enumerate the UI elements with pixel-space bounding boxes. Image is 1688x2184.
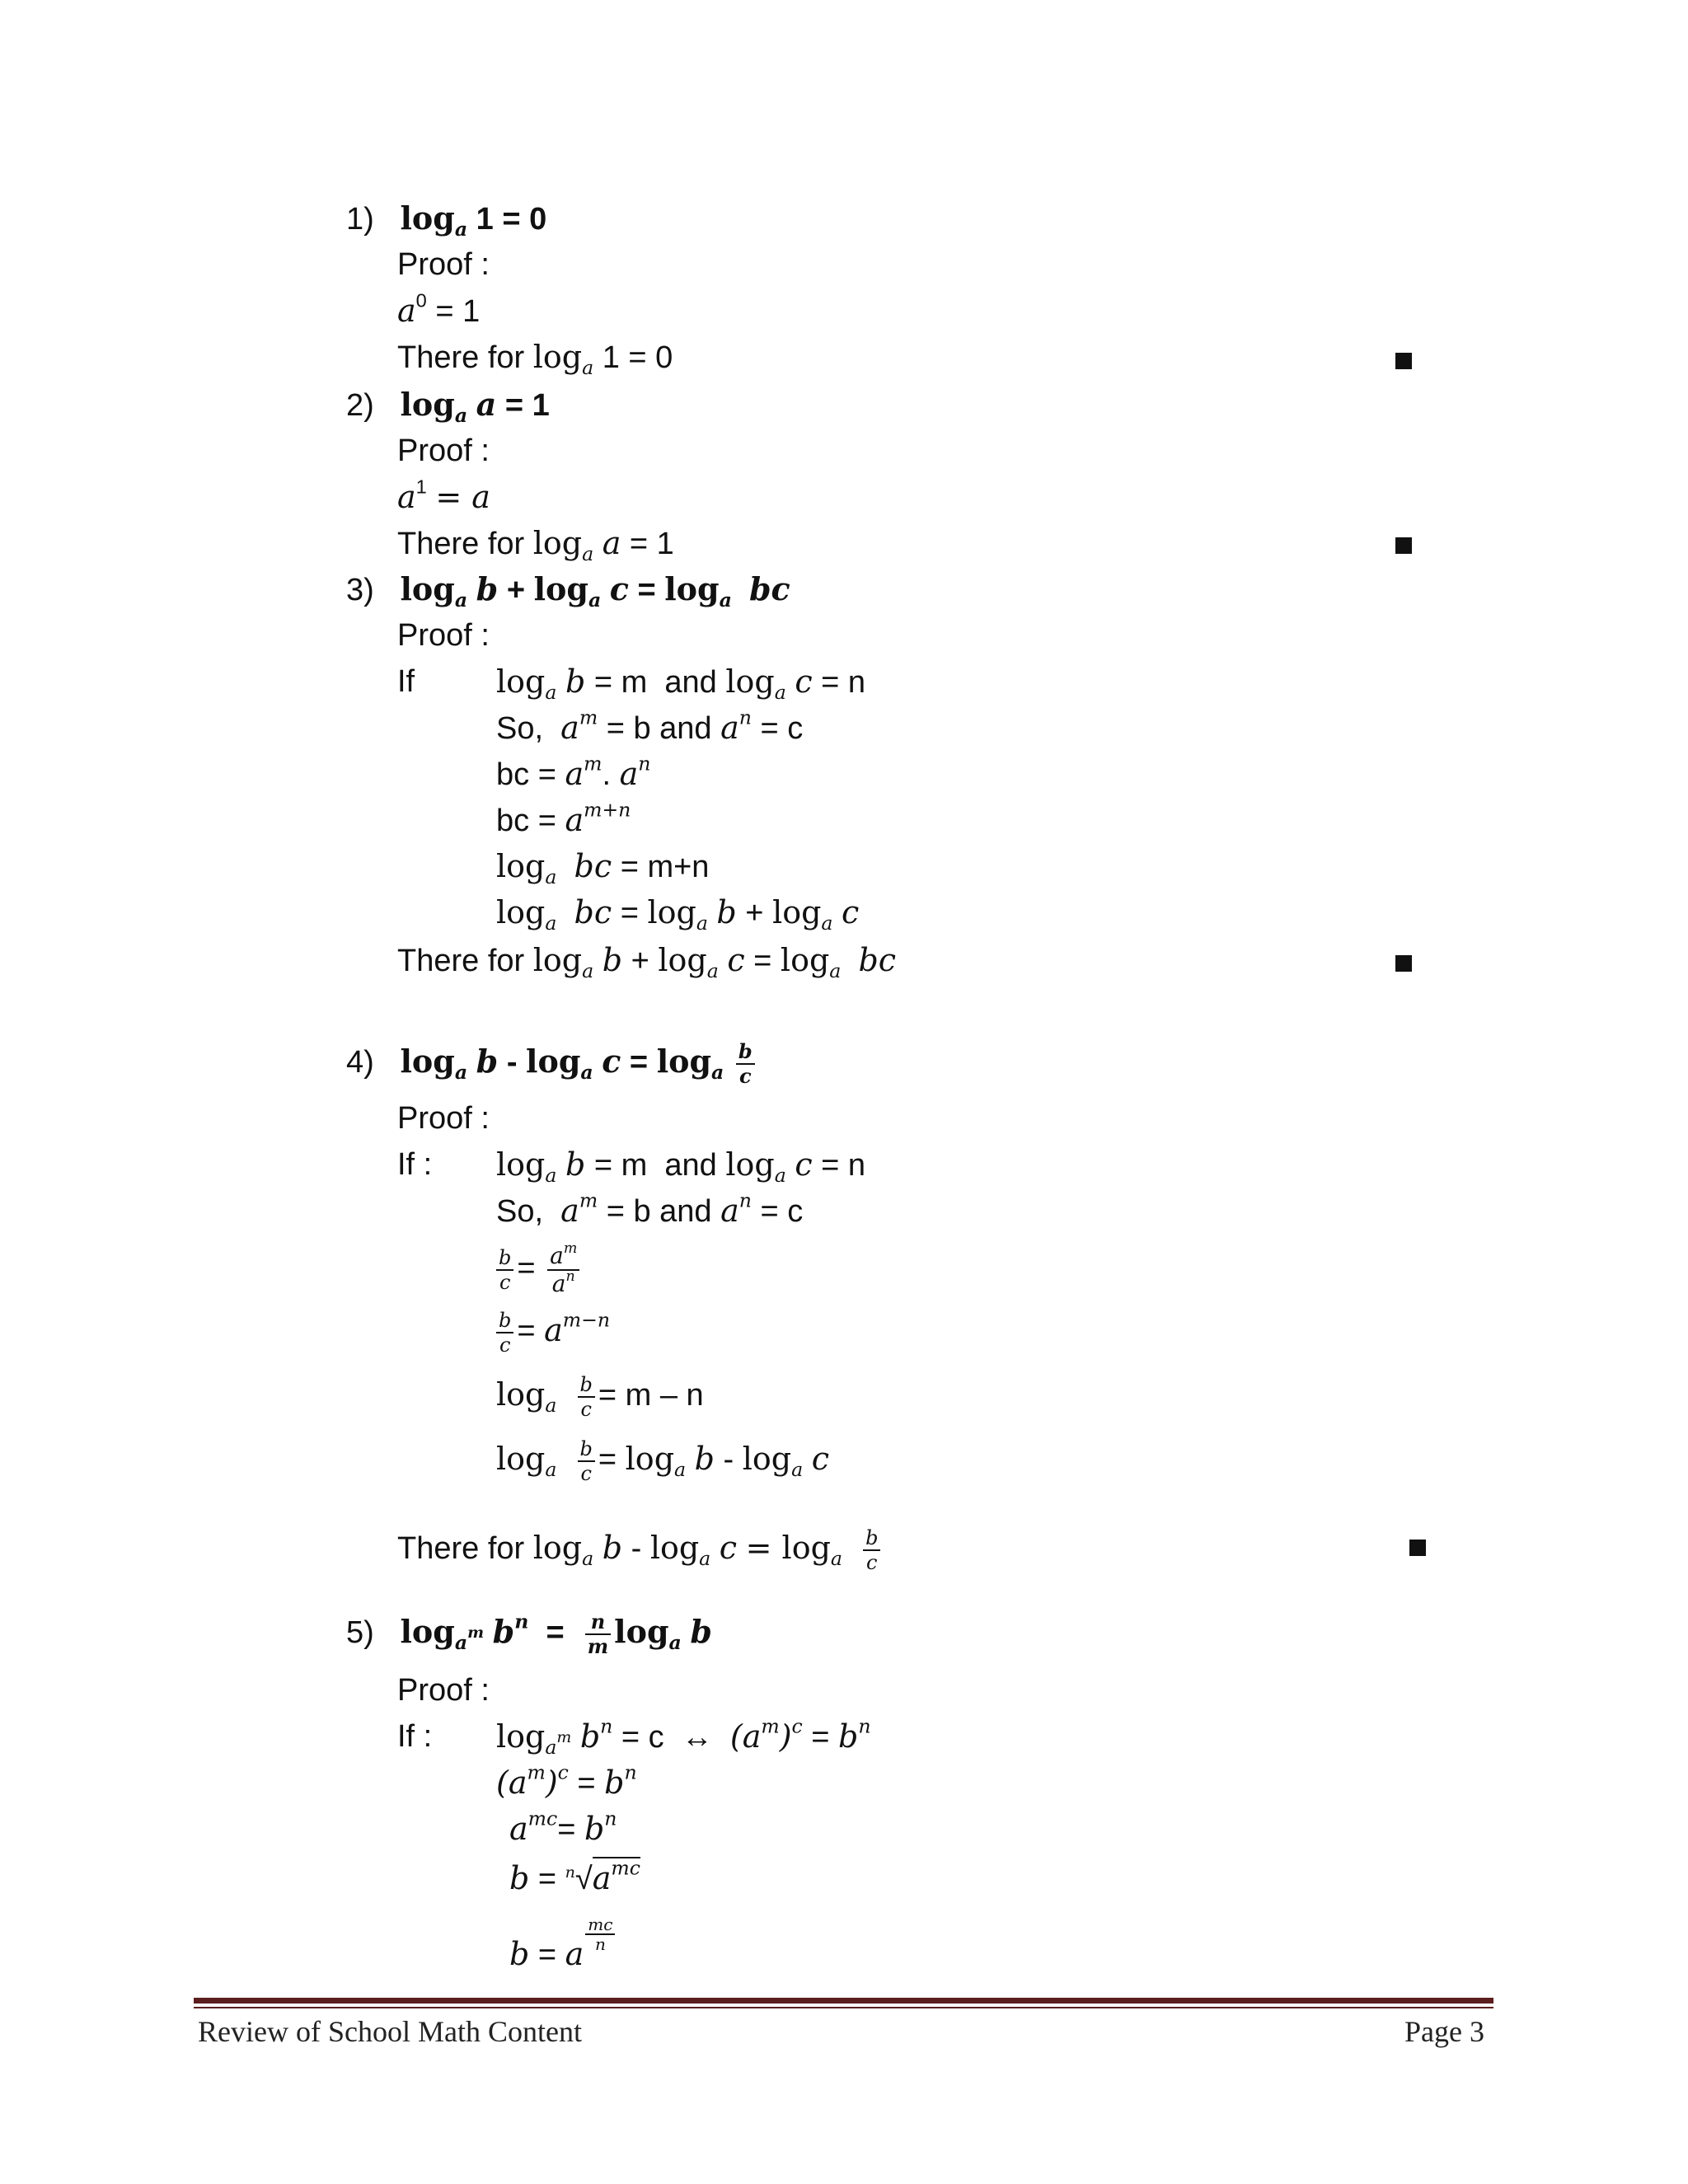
item-3-heading: 3) $\log_a b + \log_a c = \log_a$ bc (346, 570, 790, 612)
item-2-heading: 2) $\log_a a = 1$ (346, 386, 550, 428)
page-number: Page 3 (1404, 2015, 1484, 2048)
proof-label: Proof : (397, 618, 490, 653)
equation: b = a $\frac{mc}{n}$ (509, 1915, 618, 1975)
equation: $\log_{a^m} b^n = c$ ↔ $(a^m)^c = b^n$ (496, 1714, 871, 1760)
equation: $a^0 = 1$ (397, 289, 481, 329)
equation: bc = $a^m$. $a^n$ (496, 752, 651, 792)
equation: $\log_a$ $\frac{b}{c}$ = $\log_a b - \log_a c$ (496, 1437, 829, 1485)
if-label: If (397, 664, 415, 699)
conclusion: There for $\log_a a = 1$ (397, 525, 674, 566)
equation: bc = $a^{m+n}$ (496, 798, 631, 838)
proof-label: Proof : (397, 1101, 490, 1136)
equation: $\log_a$ bc = m+n (496, 848, 710, 889)
conclusion: There for $\log_a b - \log_a c = \log_a$ $\frac{b}{c}$ (397, 1526, 884, 1574)
proof-label: Proof : (397, 247, 490, 282)
item-4-heading: 4) $\log_a b - \log_a c = \log_a$ $\frac{b}{c}$ (346, 1040, 758, 1088)
item-number: 2) (346, 388, 374, 423)
equation: $(a^m)^c = b^n$ (496, 1760, 637, 1801)
qed-square-icon (1395, 353, 1412, 369)
equation: So, $a^m = b$ and $a^n = c$ (496, 705, 804, 746)
proof-label: Proof : (397, 1673, 490, 1708)
footer-rule (194, 1998, 1493, 2004)
conclusion: There for $\log_a b + \log_a c = \log_a$ bc (397, 942, 897, 983)
equation: $a^1 = a$ (397, 476, 490, 515)
equation: $\frac{b}{c}$ = $a^{m-n}$ (493, 1309, 610, 1357)
equation: $\log_a b = m$ and $\log_a c = n$ (496, 1146, 866, 1188)
if-label: If : (397, 1147, 433, 1182)
qed-square-icon (1395, 955, 1412, 972)
footer-title: Review of School Math Content (198, 2015, 582, 2048)
equation: So, $a^m = b$ and $a^n = c$ (496, 1188, 804, 1229)
equation: $\log_a b = m$ and $\log_a c = n$ (496, 663, 866, 705)
proof-label: Proof : (397, 434, 490, 468)
footer-rule-thin (194, 2007, 1493, 2008)
qed-square-icon (1409, 1540, 1426, 1556)
equation: $a^{mc}= b^n$ (509, 1807, 617, 1847)
equation: $\frac{b}{c}$ = $\frac{a^m}{a^n}$ (493, 1243, 583, 1297)
item-number: 1) (346, 202, 374, 237)
equation: $\log_a$ $\frac{b}{c}$ = m – n (496, 1373, 704, 1421)
equation: $\log_a$ bc = $\log_a b + \log_a c$ (496, 894, 860, 935)
item-number: 3) (346, 573, 374, 607)
item-5-heading: 5) $\log_{a^m} b^n$ = $\frac{n}{m}$ $\log_a b$ (346, 1610, 712, 1658)
item-number: 5) (346, 1615, 374, 1651)
equation: $b = ^n√a^{mc}$ (509, 1856, 640, 1896)
if-label: If : (397, 1719, 433, 1754)
qed-square-icon (1395, 537, 1412, 554)
item-number: 4) (346, 1045, 374, 1080)
conclusion: There for $\log_a 1 = 0$ (397, 339, 673, 380)
item-1-heading: 1) $\log_a 1 = 0$ (346, 199, 547, 241)
